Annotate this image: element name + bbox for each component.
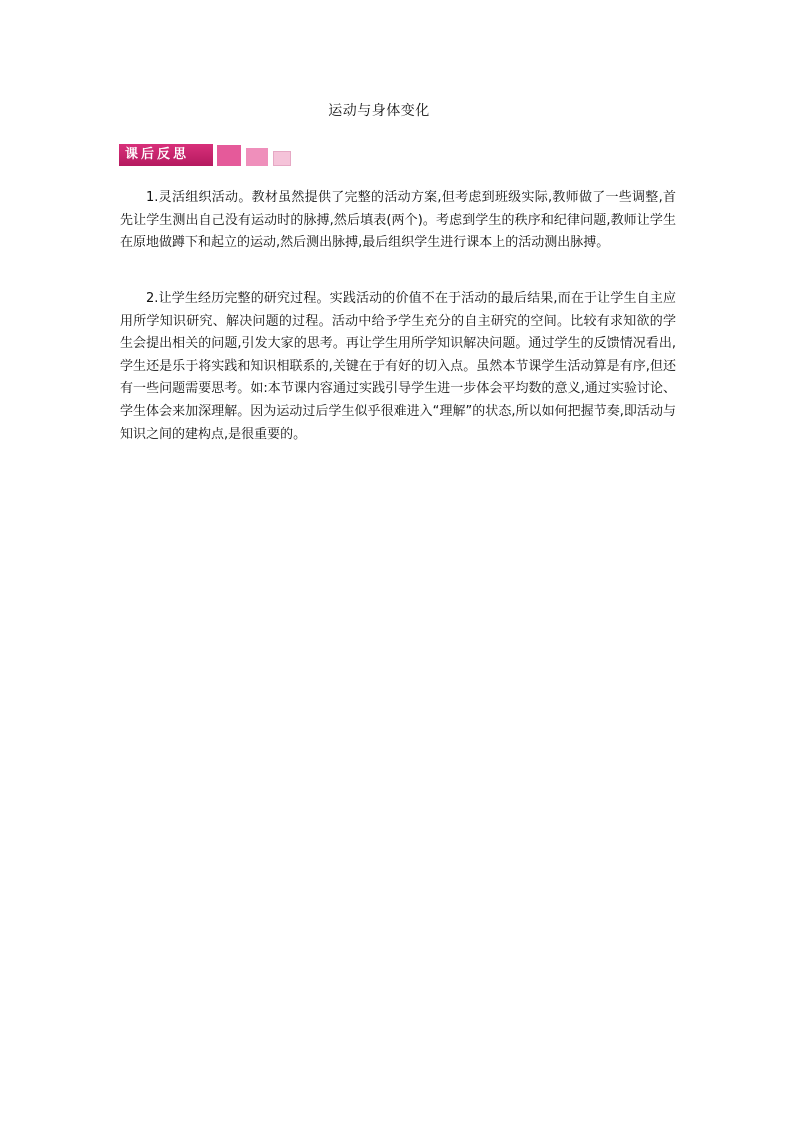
paragraph-2: 2.让学生经历完整的研究过程。实践活动的价值不在于活动的最后结果,而在于让学生自主应用所学知识研究、解决问题的过程。活动中给予学生充分的自主研究的空间。比较有求知欲的学生会提出相关的问题,引发大家的思考。再让学生用所学知识解决问题。通过学生的反馈情况看出,学生还是乐于将实践和知识相联系的,关键在于有好的切入点。虽然本节课学生活动算是有序,但还有一些问题需要思考。如:本节课内容通过实践引导学生进一步体会平均数的意义,通过实验讨论、学生体会来加深理解。因为运动过后学生似乎很难进入“理解”的状态,所以如何把握节奏,即活动与知识之间的建构点,是很重要的。 [120,291,676,442]
decor-square-3 [273,151,291,166]
decor-square-2 [246,148,268,166]
section-label: 课后反思 [119,144,213,166]
page-title: 运动与身体变化 [328,103,430,119]
paragraph-1: 1.灵活组织活动。教材虽然提供了完整的活动方案,但考虑到班级实际,教师做了一些调整,首先让学生测出自己没有运动时的脉搏,然后填表(两个)。考虑到学生的秩序和纪律问题,教师让学生在原地做蹲下和起立的运动,然后测出脉搏,最后组织学生进行课本上的活动测出脉搏。 [120,190,676,251]
decor-square-1 [217,145,241,166]
